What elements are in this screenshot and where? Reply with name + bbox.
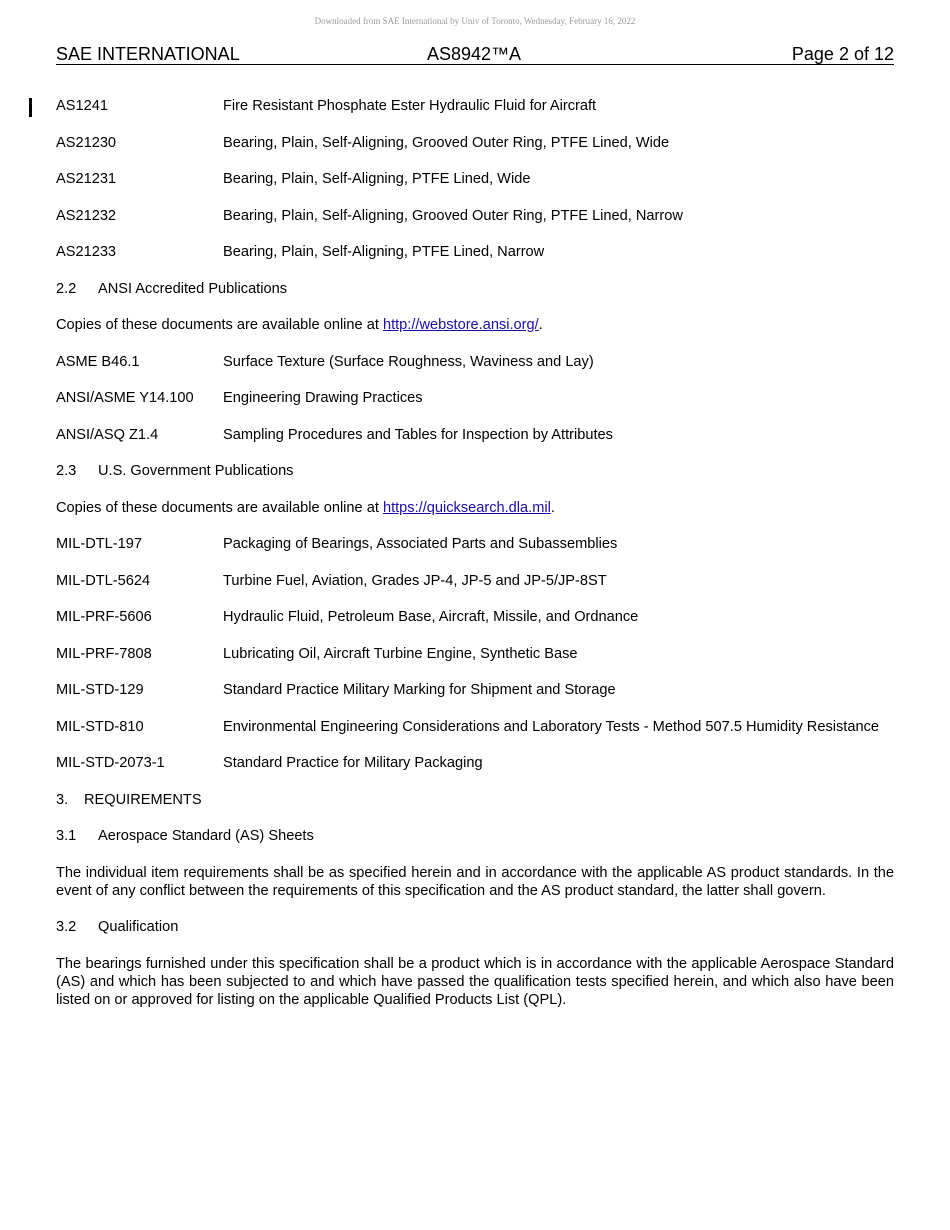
reference-code: MIL-PRF-7808: [56, 645, 152, 662]
availability-period: .: [550, 499, 555, 516]
reference-code: ASME B46.1: [56, 353, 140, 370]
ansi-webstore-link[interactable]: http://webstore.ansi.org/: [382, 317, 539, 333]
availability-text: Copies of these documents are available online at: [56, 317, 383, 333]
reference-title: Packaging of Bearings, Associated Parts and Subassemblies: [223, 536, 618, 552]
reference-row: [56, 389, 894, 407]
reference-row: [56, 608, 894, 626]
reference-row: [56, 645, 894, 663]
section-heading-2-2: [56, 280, 894, 298]
reference-title: Engineering Drawing Practices: [223, 390, 423, 406]
reference-title: Turbine Fuel, Aviation, Grades JP-4, JP-5 and JP-5/JP-8ST: [223, 572, 607, 589]
section-heading-3-1: [56, 827, 894, 845]
section-number: 3.: [56, 791, 69, 808]
reference-code: ANSI/ASME Y14.100: [56, 390, 194, 406]
reference-row: [56, 681, 894, 699]
section-3-1-body: The individual item requirements shall be as specified herein and in accordance with the applicable AS product standards. In the event of any conflict between the requirements of this specification and the AS product standard, the latter shall govern.: [56, 864, 894, 899]
section-title: Qualification: [98, 919, 179, 935]
reference-title: Lubricating Oil, Aircraft Turbine Engine, Synthetic Base: [223, 645, 578, 662]
section-number: 3.2: [56, 919, 77, 935]
dla-quicksearch-link[interactable]: https://quicksearch.dla.mil: [382, 499, 551, 516]
reference-title: Environmental Engineering Considerations and Laboratory Tests - Method 507.5 Humidity Resistance: [223, 718, 879, 735]
availability-period: .: [538, 317, 543, 333]
section-heading-2-3: [56, 462, 894, 480]
reference-row: [56, 754, 894, 772]
reference-row: [56, 572, 894, 590]
reference-row: [56, 243, 894, 261]
reference-title: Bearing, Plain, Self-Aligning, Grooved Outer Ring, PTFE Lined, Narrow: [223, 207, 683, 224]
section-heading-3: [56, 791, 894, 809]
revision-change-bar: [29, 98, 32, 117]
section-title: Aerospace Standard (AS) Sheets: [98, 828, 314, 844]
reference-row: [56, 426, 894, 444]
section-number: 3.1: [56, 828, 77, 844]
reference-row: [56, 718, 894, 736]
reference-row: [56, 353, 894, 371]
header-page-number: Page 2 of 12: [791, 44, 894, 64]
section-heading-3-2: [56, 918, 894, 936]
section-3-2-body: The bearings furnished under this specification shall be a product which is in accordance with the applicable Aerospace Standard (AS) and which has been subjected to and which have passed the qualification tests specified herein, and which also have been listed on or approved for listing on the applicable Qualified Products List (QPL).: [56, 955, 894, 1008]
reference-row: [56, 207, 894, 225]
reference-code: AS21231: [56, 171, 117, 187]
reference-title: Standard Practice Military Marking for Shipment and Storage: [223, 682, 616, 698]
header-org: SAE INTERNATIONAL: [56, 44, 240, 64]
section-title: ANSI Accredited Publications: [98, 280, 288, 297]
reference-row: [56, 170, 894, 188]
reference-code: AS21233: [56, 244, 117, 260]
page-header: [56, 44, 894, 65]
reference-title: Surface Texture (Surface Roughness, Waviness and Lay): [223, 353, 594, 370]
reference-row: [56, 535, 894, 553]
reference-code: MIL-STD-129: [56, 682, 144, 698]
reference-code: MIL-DTL-5624: [56, 572, 151, 589]
reference-row: [56, 134, 894, 152]
availability-text: Copies of these documents are available online at: [56, 499, 383, 516]
section-title: U.S. Government Publications: [98, 463, 294, 479]
reference-code: AS1241: [56, 98, 108, 114]
gov-availability-note: [56, 499, 894, 517]
reference-title: Hydraulic Fluid, Petroleum Base, Aircraft, Missile, and Ordnance: [223, 609, 639, 625]
reference-title: Fire Resistant Phosphate Ester Hydraulic Fluid for Aircraft: [223, 98, 597, 114]
header-doc-id: AS8942™A: [427, 44, 522, 64]
reference-title: Standard Practice for Military Packaging: [223, 755, 483, 771]
reference-title: Sampling Procedures and Tables for Inspection by Attributes: [223, 426, 613, 443]
reference-code: MIL-STD-810: [56, 718, 144, 735]
page-content: [56, 97, 894, 1027]
reference-code: MIL-STD-2073-1: [56, 755, 165, 771]
reference-title: Bearing, Plain, Self-Aligning, Grooved Outer Ring, PTFE Lined, Wide: [223, 134, 670, 151]
download-watermark: Downloaded from SAE International by Univ of Toronto, Wednesday, February 16, 2022: [314, 16, 636, 26]
reference-title: Bearing, Plain, Self-Aligning, PTFE Lined, Wide: [223, 171, 531, 187]
reference-code: AS21230: [56, 134, 117, 151]
reference-code: MIL-DTL-197: [56, 536, 142, 552]
reference-code: AS21232: [56, 207, 117, 224]
reference-code: ANSI/ASQ Z1.4: [56, 426, 159, 443]
reference-code: MIL-PRF-5606: [56, 609, 152, 625]
section-number: 2.2: [56, 280, 77, 297]
reference-row: [56, 97, 894, 115]
section-title: REQUIREMENTS: [84, 791, 202, 808]
reference-title: Bearing, Plain, Self-Aligning, PTFE Lined, Narrow: [223, 244, 545, 260]
section-number: 2.3: [56, 463, 77, 479]
ansi-availability-note: [56, 316, 894, 334]
